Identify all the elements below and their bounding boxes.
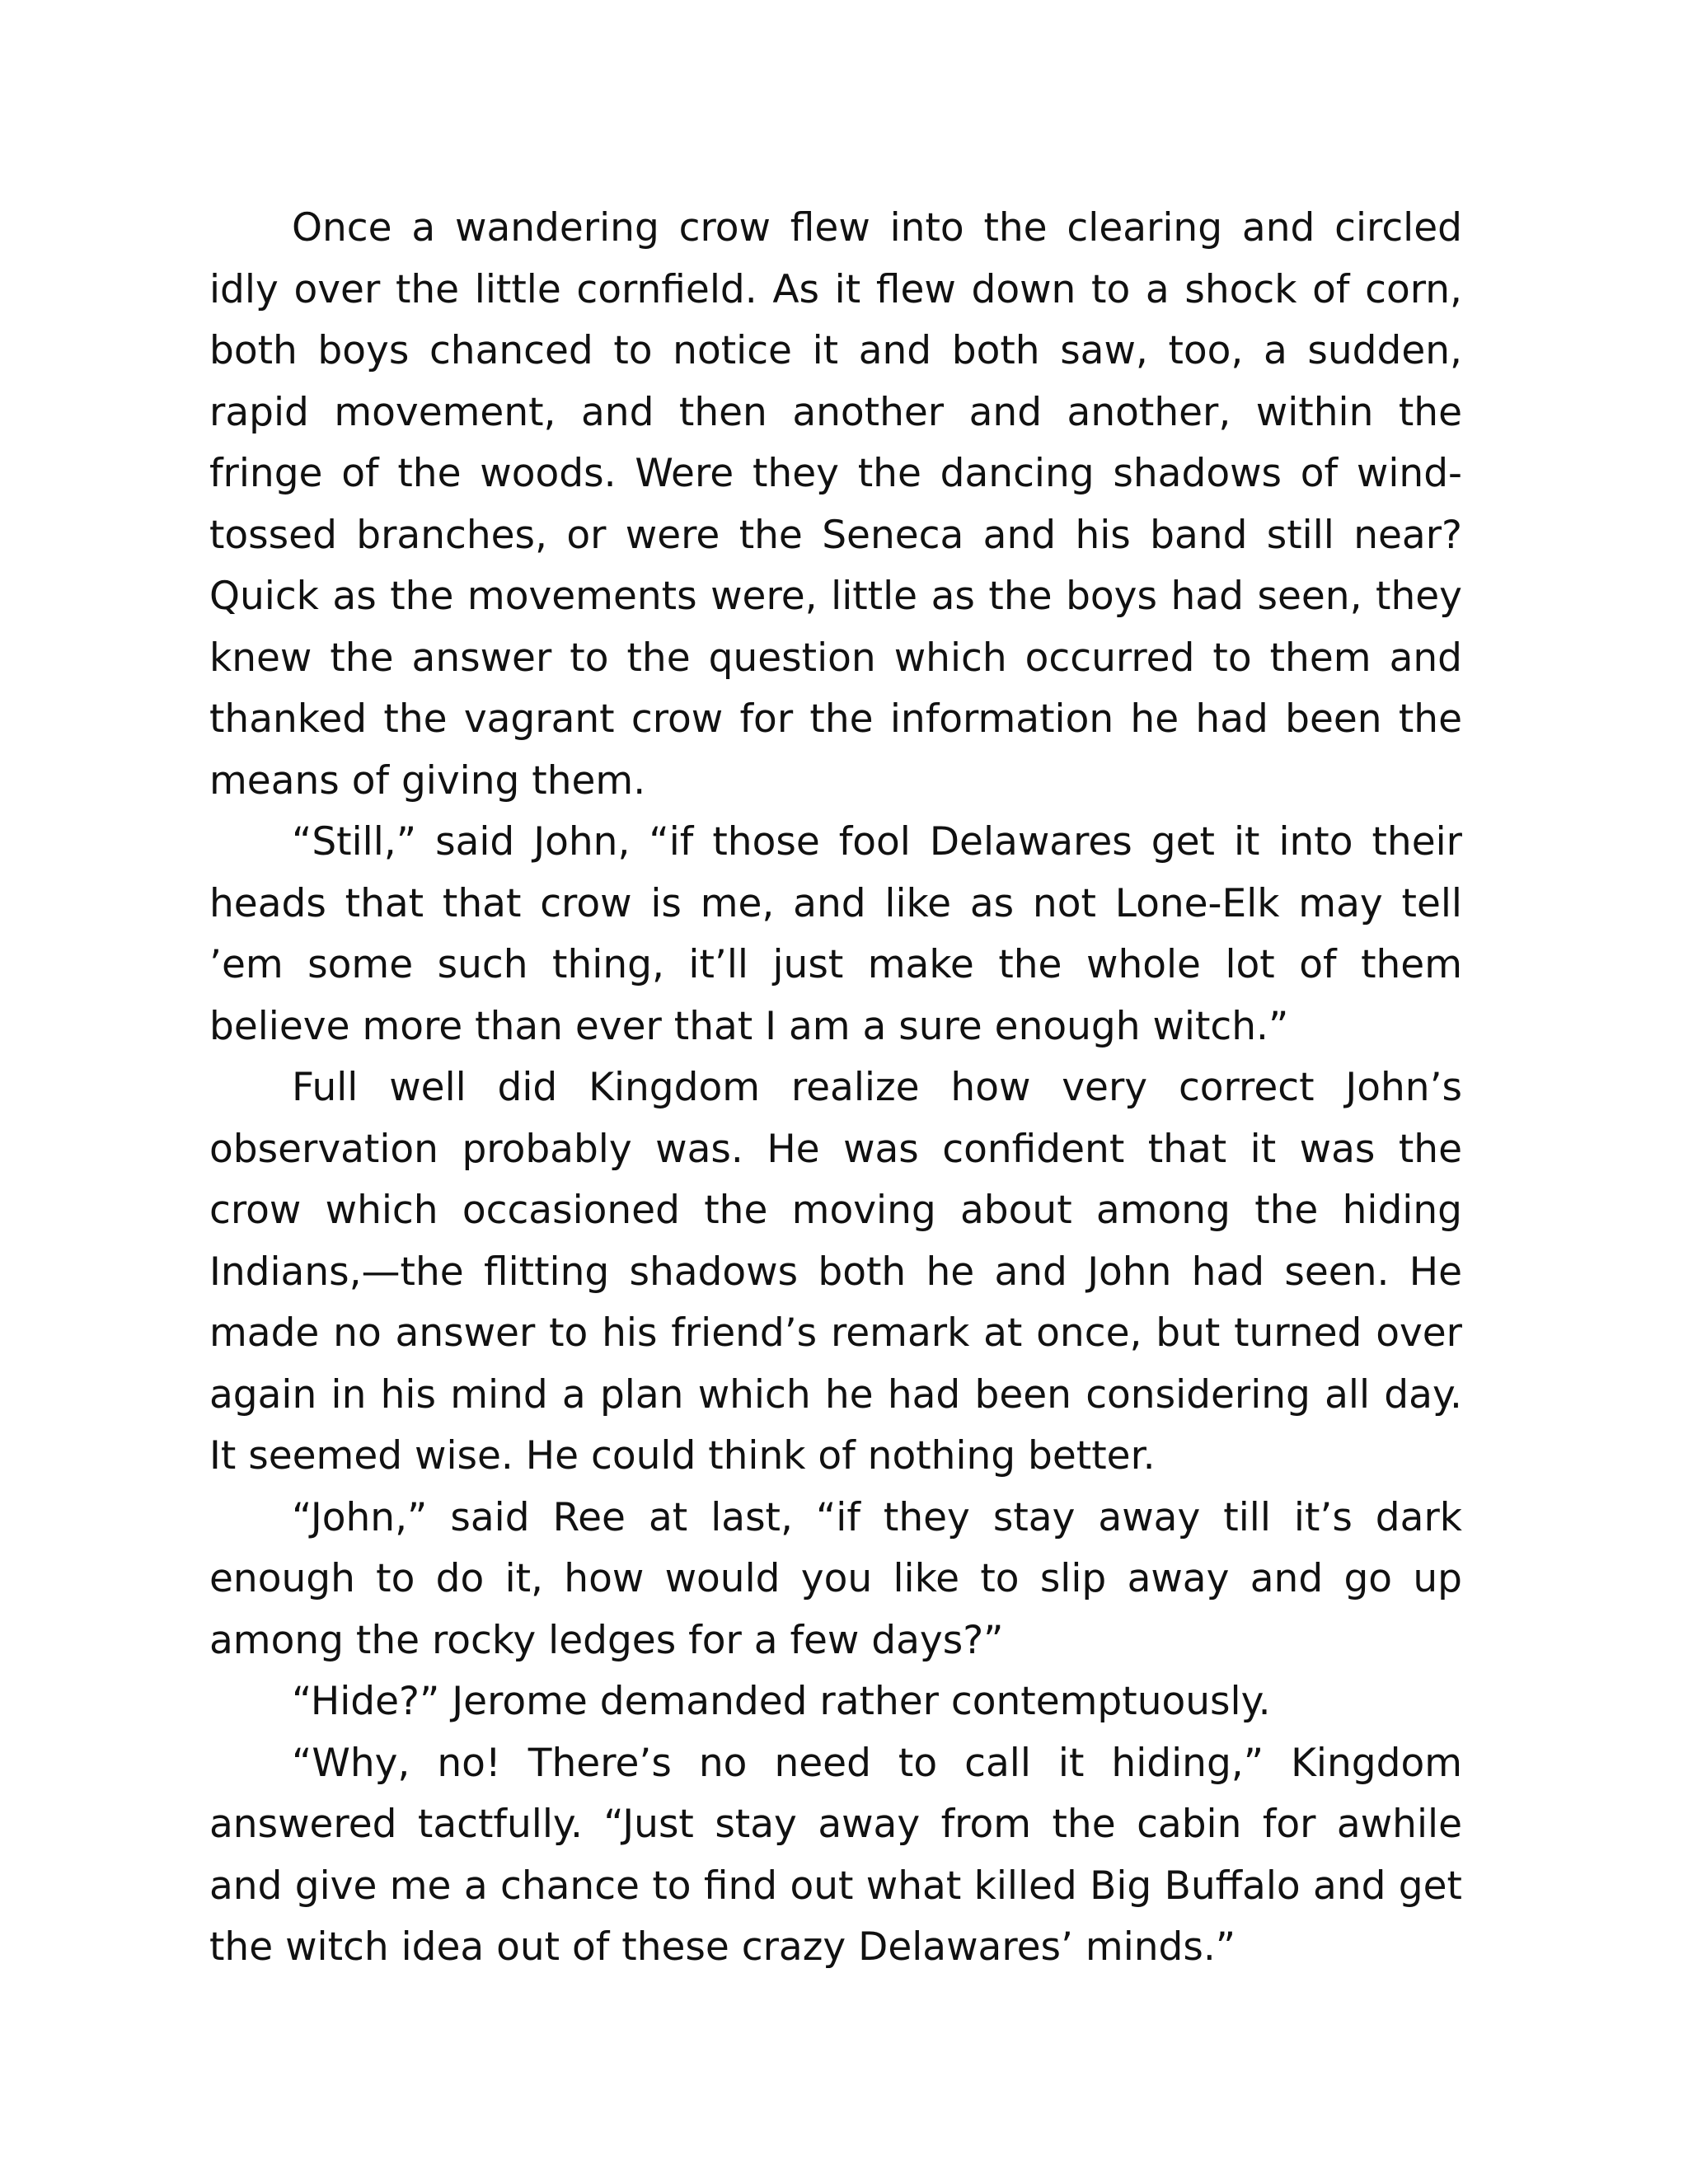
paragraph-ree-question: “John,” said Ree at last, “if they stay away till it’s dark enough to do it, how would you like to slip away and go up among the rocky ledges for a few days?”: [209, 1494, 1462, 1663]
paragraph-john-still: “Still,” said John, “if those fool Delawares get it into their heads that that crow is me, and like as not Lone-Elk may tell ’em some such thing, it’ll just make the whole lot of them believe more than ever that I am a sure enough witch.”: [209, 819, 1462, 1049]
paragraph-kingdom-answer: “Why, no! There’s no need to call it hiding,” Kingdom answered tactfully. “Just stay away from the cabin for awhile and give me a chance to find out what killed Big Buffalo and get the witch idea out of these crazy Delawares’ minds.”: [209, 1740, 1462, 1970]
paragraph-jerome-hide: “Hide?” Jerome demanded rather contemptuously.: [292, 1679, 1271, 1724]
paragraph-kingdom-plan: Full well did Kingdom realize how very correct John’s observation probably was. He was confident that it was the crow which occasioned the moving about among the hiding Indians,—the flitting shadows both he and John had seen. He made no answer to his friend’s remark at once, but turned over again in his mind a plan which he had been considering all day. It seemed wise. He could think of nothing better.: [209, 1065, 1462, 1479]
paragraph-crow: Once a wandering crow flew into the clearing and circled idly over the little cornfield. As it flew down to a shock of corn, both boys chanced to notice it and both saw, too, a sudden, rapid movement, and then another and another, within the fringe of the woods. Were they the dancing shadows of wind-tossed branches, or were the Seneca and his band still near? Quick as the movements were, little as the boys had seen, they knew the answer to the question which occurred to them and thanked the vagrant crow for the information he had been the means of giving them.: [209, 205, 1462, 804]
page-text: [209, 198, 1462, 1979]
